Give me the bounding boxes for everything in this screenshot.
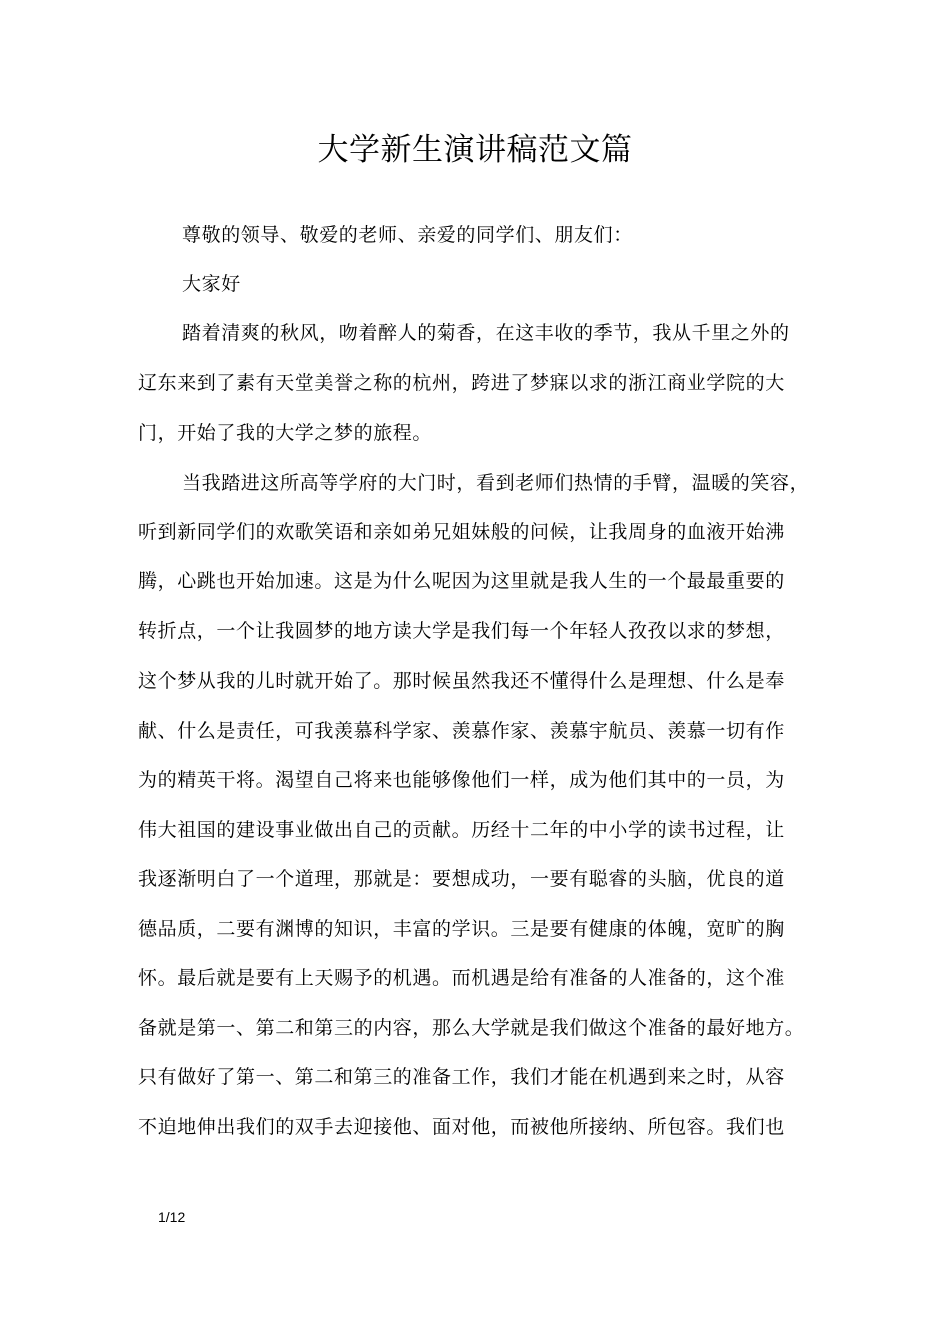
text-line: 这个梦从我的儿时就开始了。那时候虽然我还不懂得什么是理想、什么是奉 [138,670,785,692]
text-line: 听到新同学们的欢歌笑语和亲如弟兄姐妹般的问候，让我周身的血液开始沸 [138,521,785,543]
text-line: 大家好 [182,273,241,295]
text-line: 只有做好了第一、第二和第三的准备工作，我们才能在机遇到来之时，从容 [138,1066,785,1088]
text-line: 我逐渐明白了一个道理，那就是：要想成功，一要有聪睿的头脑，优良的道 [138,868,785,890]
text-line: 伟大祖国的建设事业做出自己的贡献。历经十二年的中小学的读书过程，让 [138,819,785,841]
text-line: 献、什么是责任，可我羡慕科学家、羡慕作家、羡慕宇航员、羡慕一切有作 [138,720,785,742]
text-line: 腾，心跳也开始加速。这是为什么呢因为这里就是我人生的一个最最重要的 [138,570,785,592]
text-line: 辽东来到了素有天堂美誉之称的杭州，跨进了梦寐以求的浙江商业学院的大 [138,372,785,394]
text-line: 为的精英干将。渴望自己将来也能够像他们一样，成为他们其中的一员，为 [138,769,785,791]
text-line: 德品质，二要有渊博的知识，丰富的学识。三是要有健康的体魄，宽旷的胸 [138,918,785,940]
text-line: 转折点，一个让我圆梦的地方读大学是我们每一个年轻人孜孜以求的梦想， [138,620,785,642]
text-line: 备就是第一、第二和第三的内容，那么大学就是我们做这个准备的最好地方。 [138,1017,805,1039]
text-line: 当我踏进这所高等学府的大门时，看到老师们热情的手臂，温暖的笑容， [182,472,810,494]
document-title: 大学新生演讲稿范文篇 [317,132,633,168]
text-line: 不迫地伸出我们的双手去迎接他、面对他，而被他所接纳、所包容。我们也 [138,1116,785,1138]
text-line: 怀。最后就是要有上天赐予的机遇。而机遇是给有准备的人准备的，这个准 [138,967,785,989]
text-line: 门，开始了我的大学之梦的旅程。 [138,422,433,444]
page-number: 1/12 [158,1209,186,1225]
text-line: 踏着清爽的秋风，吻着醉人的菊香，在这丰收的季节，我从千里之外的 [182,322,790,344]
text-line: 尊敬的领导、敬爱的老师、亲爱的同学们、朋友们： [182,224,633,246]
